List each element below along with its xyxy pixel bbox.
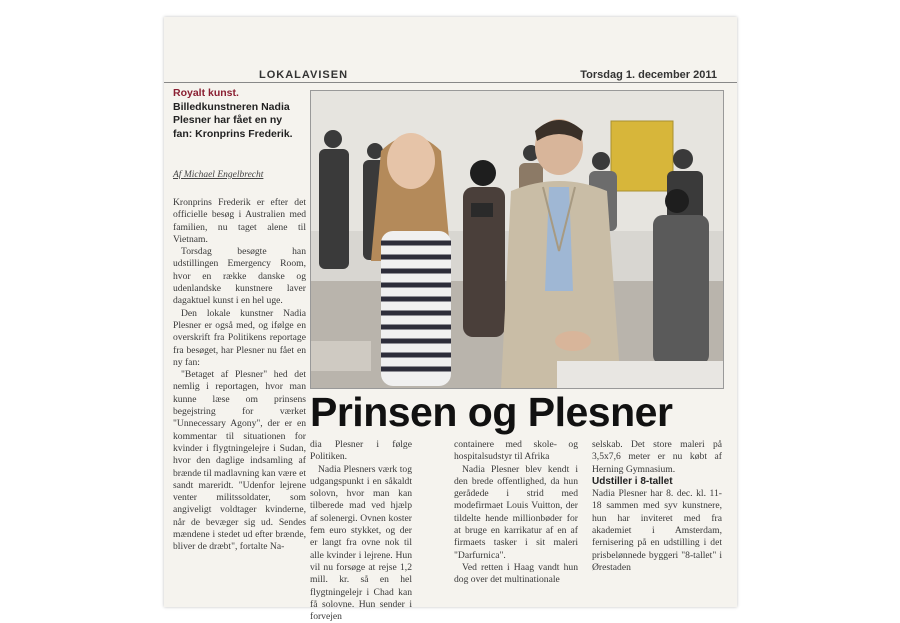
paragraph: Nadia Plesner har 8. dec. kl. 11-18 sammen med syv kunstnere, hun har inviteret med fra akademiet i Amsterdam, fernisering på en udstilling i det prisbelønnede byggeri "8-tallet" i Ørestaden	[592, 488, 722, 573]
article-column-3	[454, 439, 578, 587]
paragraph: Nadia Plesner blev kendt i den brede offentlighed, da hun gerådede i strid med modefirmaet Louis Vuitton, der tildelte hende millionbøder for at bruge en karrikatur af en af firmaets tasker i sit maleri "Darfurnica".	[454, 463, 578, 561]
paragraph: Den lokale kunstner Nadia Plesner er også med, og ifølge en overskrift fra Politikens reportage fra besøget, har Plesner nu fået en ny fan:	[173, 307, 306, 368]
headline: Prinsen og Plesner	[310, 389, 673, 435]
photo-illustration	[311, 91, 723, 388]
paragraph: Kronprins Frederik er efter det officielle besøg i Australien med familien, nu taget alene til Vietnam.	[173, 197, 306, 245]
issue-date: Torsdag 1. december 2011	[580, 69, 717, 81]
newspaper-name: LOKALAVISEN	[259, 69, 349, 81]
paragraph: containere med skole- og hospitalsudstyr til Afrika	[454, 439, 578, 463]
article-photo	[310, 90, 724, 389]
lede-kicker: Royalt kunst.	[173, 87, 239, 99]
paragraph: dia Plesner i følge Politiken.	[310, 439, 412, 463]
article-column-2	[310, 439, 412, 623]
paragraph: Torsdag besøgte han udstillingen Emergency Room, hvor en række danske og udenlandske kunstnere laver dagaktuel kunst i en hel uge.	[173, 246, 306, 307]
paragraph: selskab. Det store maleri på 3,5x7,6 meter er nu købt af Herning Gymnasium.	[592, 439, 722, 475]
byline: Af Michael Engelbrecht	[173, 170, 264, 180]
header-rule	[164, 82, 737, 83]
paragraph: Ved retten i Haag vandt hun dog over det multinationale	[454, 561, 578, 586]
article-column-4	[592, 439, 722, 574]
newspaper-clipping	[164, 17, 737, 623]
lede	[173, 87, 301, 141]
paragraph: Nadia Plesners værk tog udgangspunkt i en såkaldt solovn, hvor man kan tilberede mad ved hjælp af solenergi. Ovnen koster fem euro stykket, og der er langt fra ovne nok til alle kvinder i lejrene. Hun vil nu forsøge at rejse 1,2 mill. kr. så en hel flygtningelejr i Chad kan få solovne. Hun sender i forvejen	[310, 463, 412, 623]
subheading: Udstiller i 8-tallet	[592, 475, 673, 487]
article-column-1	[173, 197, 306, 554]
paragraph: "Betaget af Plesner" hed det nemlig i reportagen, hvor man kunne læse om prinsens begejstring for værket "Unnecessary Agony", der er en kommentar til situationen for kvinder i flygtningelejre i Sudan, hvor den daglige indsamling af brænde til madlavning kan være et sandt mareridt. "Udenfor lejrene venter militssoldater, som angiveligt voldtager kvinderne, når de bevæger sig ud. Sendes mændene i stedet ud efter brænde, bliver de dræbt", fortalte Na-	[173, 369, 306, 553]
lede-text: Billedkunstneren Nadia Plesner har fået en ny fan: Kronprins Frederik.	[173, 100, 293, 140]
